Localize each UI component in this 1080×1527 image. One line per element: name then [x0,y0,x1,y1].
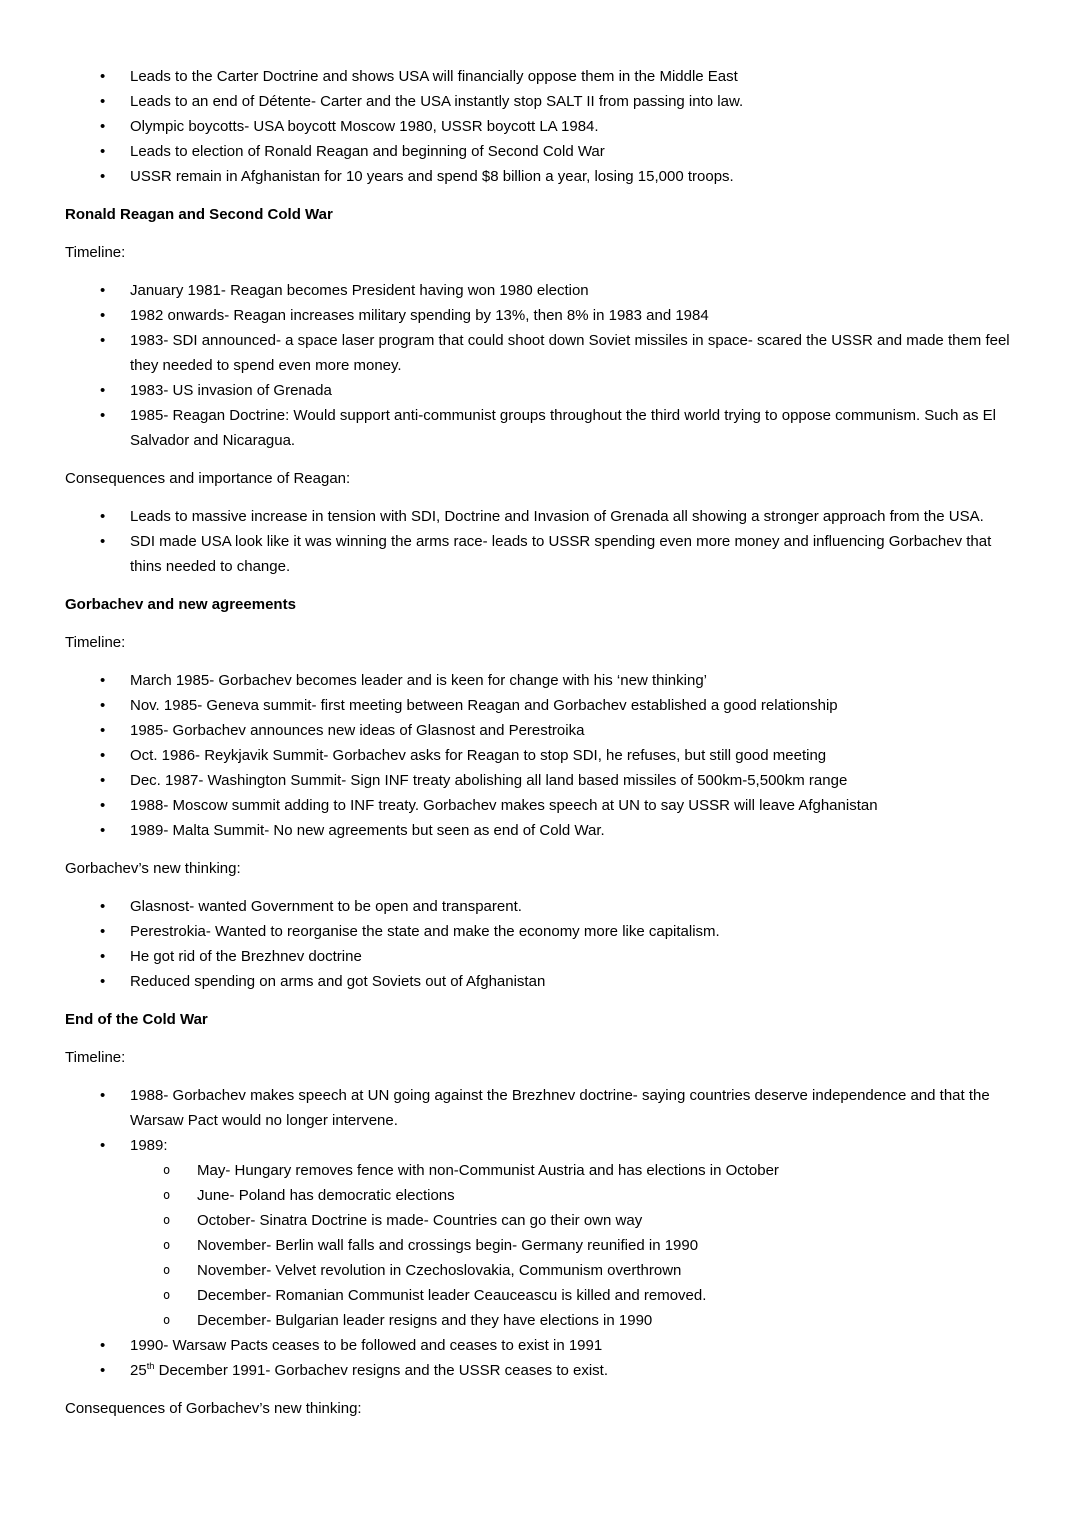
list-item-text: Leads to election of Ronald Reagan and beginning of Second Cold War [130,143,605,160]
list-item [65,278,1014,303]
sub-list-item-text: December- Bulgarian leader resigns and they have elections in 1990 [197,1312,653,1329]
list-item-text: 1989- Malta Summit- No new agreements but seen as end of Cold War. [130,822,605,839]
bullet-icon: • [100,68,106,85]
circle-bullet-icon: o [163,1238,171,1252]
year-label: 1989: [130,1137,168,1154]
list-item-text: Glasnost- wanted Government to be open and transparent. [130,898,522,915]
list-item [65,529,1014,579]
sub-list-item [130,1233,1014,1258]
list-item [65,504,1014,529]
bullet-icon: • [100,672,106,689]
bullet-icon: • [100,282,106,299]
list-item-text: Olympic boycotts- USA boycott Moscow 1980, USSR boycott LA 1984. [130,118,599,135]
list-item-text: SDI made USA look like it was winning the arms race- leads to USSR spending even more money and influencing Gorbachev that thins needed to change. [130,533,992,575]
section-heading-end-cold-war: End of the Cold War [65,1011,208,1028]
gorbachev-consequences-label: Consequences of Gorbachev’s new thinking: [65,1400,362,1417]
section-heading-reagan: Ronald Reagan and Second Cold War [65,206,333,223]
bullet-icon: • [100,168,106,185]
list-item [65,114,1014,139]
bullet-icon: • [100,747,106,764]
bullet-icon: • [100,898,106,915]
list-item-text: Leads to an end of Détente- Carter and the USA instantly stop SALT II from passing into law. [130,93,744,110]
date-number: 25 [130,1362,147,1379]
list-item-text: 1988- Moscow summit adding to INF treaty. Gorbachev makes speech at UN to say USSR will leave Afghanistan [130,797,878,814]
ordinal-suffix: th [146,1361,155,1371]
list-item [65,164,1014,189]
bullet-icon: • [100,1337,106,1354]
list-item-text: January 1981- Reagan becomes President having won 1980 election [130,282,589,299]
sub-list-item-text: June- Poland has democratic elections [197,1187,455,1204]
list-item-text: 1985- Gorbachev announces new ideas of Glasnost and Perestroika [130,722,585,739]
sub-list-item [130,1158,1014,1183]
bullet-icon: • [100,722,106,739]
list-item [65,919,1014,944]
list-item-text: Dec. 1987- Washington Summit- Sign INF treaty abolishing all land based missiles of 500km-5,500km range [130,772,848,789]
sub-list-item [130,1308,1014,1333]
reagan-timeline-list [65,278,1014,453]
list-item-text: Leads to massive increase in tension with SDI, Doctrine and Invasion of Grenada all showing a stronger approach from the USA. [130,508,984,525]
list-item-text: Perestrokia- Wanted to reorganise the state and make the economy more like capitalism. [130,923,720,940]
list-item-text: Leads to the Carter Doctrine and shows USA will financially oppose them in the Middle East [130,68,738,85]
list-item [65,693,1014,718]
bullet-icon: • [100,1362,106,1379]
list-item-text: 1988- Gorbachev makes speech at UN going against the Brezhnev doctrine- saying countries deserve independence and that the Warsaw Pact would no longer intervene. [130,1087,990,1129]
list-item [65,1133,1014,1333]
circle-bullet-icon: o [163,1313,171,1327]
bullet-icon: • [100,973,106,990]
list-item [65,303,1014,328]
bullet-icon: • [100,697,106,714]
timeline-label: Timeline: [65,1049,126,1066]
list-item-text [130,1358,1014,1383]
bullet-icon: • [100,822,106,839]
list-item-text: March 1985- Gorbachev becomes leader and is keen for change with his ‘new thinking’ [130,672,707,689]
list-item [65,378,1014,403]
list-item [65,64,1014,89]
bullet-icon: • [100,93,106,110]
bullet-icon: • [100,1087,106,1104]
list-item [65,944,1014,969]
new-thinking-label: Gorbachev’s new thinking: [65,860,241,877]
bullet-icon: • [100,533,106,550]
list-item [65,718,1014,743]
list-item-text: 1983- US invasion of Grenada [130,382,332,399]
reagan-consequences-list [65,504,1014,579]
intro-bullet-list [65,64,1014,189]
list-item-text: He got rid of the Brezhnev doctrine [130,948,362,965]
list-item [65,328,1014,378]
list-item [65,1333,1014,1358]
bullet-icon: • [100,797,106,814]
list-item [65,768,1014,793]
list-item [65,1358,1014,1383]
circle-bullet-icon: o [163,1163,171,1177]
circle-bullet-icon: o [163,1188,171,1202]
sub-list-item-text: November- Berlin wall falls and crossings begin- Germany reunified in 1990 [197,1237,699,1254]
list-item [65,894,1014,919]
list-item-text: USSR remain in Afghanistan for 10 years and spend $8 billion a year, losing 15,000 troops. [130,168,734,185]
list-item [65,793,1014,818]
list-item-text: Reduced spending on arms and got Soviets out of Afghanistan [130,973,546,990]
circle-bullet-icon: o [163,1263,171,1277]
gorbachev-timeline-list [65,668,1014,843]
bullet-icon: • [100,948,106,965]
bullet-icon: • [100,508,106,525]
list-item-text [130,1133,1014,1333]
list-item-text: Oct. 1986- Reykjavik Summit- Gorbachev asks for Reagan to stop SDI, he refuses, but still good meeting [130,747,827,764]
list-item-text: 1990- Warsaw Pacts ceases to be followed and ceases to exist in 1991 [130,1337,603,1354]
sub-list-item [130,1208,1014,1233]
sub-list-item-text: December- Romanian Communist leader Ceauceascu is killed and removed. [197,1287,707,1304]
bullet-icon: • [100,143,106,160]
bullet-icon: • [100,1137,106,1154]
circle-bullet-icon: o [163,1288,171,1302]
list-item [65,668,1014,693]
bullet-icon: • [100,118,106,135]
timeline-label: Timeline: [65,634,126,651]
bullet-icon: • [100,923,106,940]
date-rest: December 1991- Gorbachev resigns and the USSR ceases to exist. [154,1362,609,1379]
list-item [65,1083,1014,1133]
bullet-icon: • [100,332,106,349]
list-item-text: 1985- Reagan Doctrine: Would support anti-communist groups throughout the third world trying to oppose communism. Such as El Salvador and Nicaragua. [130,407,997,449]
end-cold-war-timeline-list [65,1083,1014,1383]
gorbachev-new-thinking-list [65,894,1014,994]
list-item-text: Nov. 1985- Geneva summit- first meeting between Reagan and Gorbachev established a good relationship [130,697,838,714]
list-item [65,969,1014,994]
timeline-label: Timeline: [65,244,126,261]
sub-list-item [130,1258,1014,1283]
list-item [65,89,1014,114]
sub-list-item-text: May- Hungary removes fence with non-Communist Austria and has elections in October [197,1162,779,1179]
list-item [65,743,1014,768]
bullet-icon: • [100,307,106,324]
events-1989-sublist [130,1158,1014,1333]
circle-bullet-icon: o [163,1213,171,1227]
bullet-icon: • [100,772,106,789]
list-item [65,818,1014,843]
sub-list-item [130,1183,1014,1208]
sub-list-item-text: October- Sinatra Doctrine is made- Countries can go their own way [197,1212,643,1229]
consequences-label: Consequences and importance of Reagan: [65,470,351,487]
list-item [65,403,1014,453]
section-heading-gorbachev: Gorbachev and new agreements [65,596,296,613]
list-item-text: 1983- SDI announced- a space laser program that could shoot down Soviet missiles in space- scared the USSR and made them feel they needed to spend even more money. [130,332,1010,374]
bullet-icon: • [100,382,106,399]
list-item [65,139,1014,164]
sub-list-item [130,1283,1014,1308]
bullet-icon: • [100,407,106,424]
list-item-text: 1982 onwards- Reagan increases military spending by 13%, then 8% in 1983 and 1984 [130,307,709,324]
sub-list-item-text: November- Velvet revolution in Czechoslovakia, Communism overthrown [197,1262,682,1279]
